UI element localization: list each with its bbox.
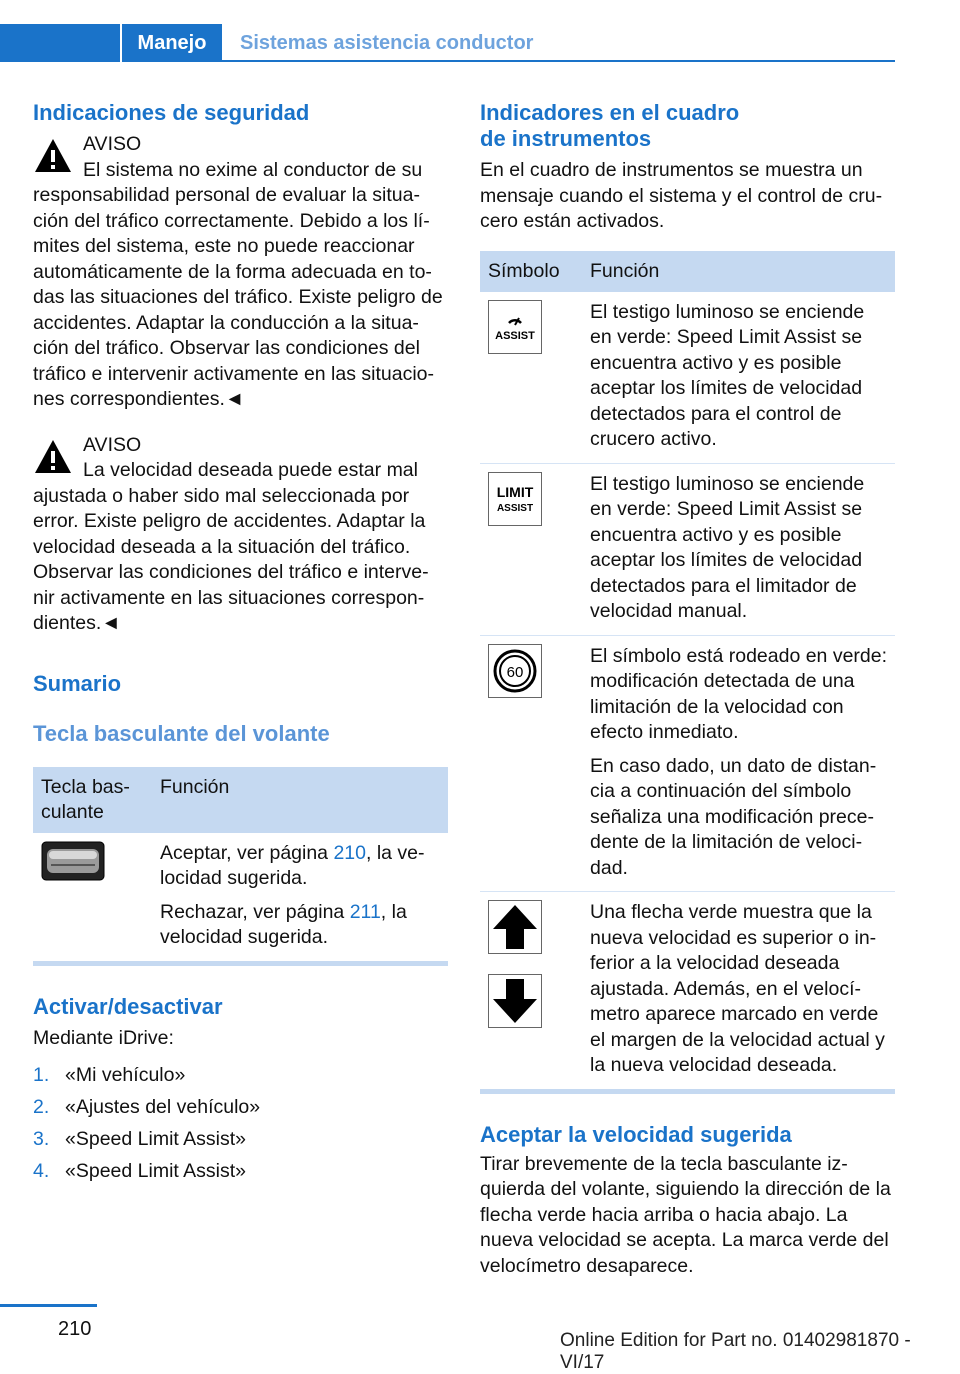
rocker-heading: Tecla basculante del volante [33, 720, 330, 746]
table-row [480, 463, 895, 635]
svg-text:ASSIST: ASSIST [496, 502, 534, 514]
warning-label: AVISO [83, 433, 142, 456]
rocker-switch-table [33, 767, 448, 961]
header-divider [222, 60, 895, 62]
limit-assist-icon [488, 472, 542, 526]
accept-text: Tirar brevemente de la tecla basculante iz-quierda del volante, siguiendo la dirección de la flecha verde hacia arriba o hacia abajo. La nueva velocidad se acepta. La marca verde del velocímetro desaparece. [480, 1152, 891, 1277]
header-accent-bar [0, 24, 120, 62]
warning-text: responsabilidad personal de evaluar la situa-ción del tráfico correctamente. Debido a los lí-mites del sistema, este no puede reaccionar automáticamente de la forma adecuada en to-das las situaciones del tráfico. Existe peligro de accidentes. Adaptar la conducción a la situa-ción del tráfico. Observar las condiciones del tráfico e intervenir activamente en las situacio-nes correspondientes.◄ [33, 184, 443, 410]
indicator-symbol-table [480, 251, 895, 1089]
right-column [480, 100, 895, 1279]
col-header-rocker: Tecla bas-culante [33, 767, 152, 833]
list-item [33, 1091, 448, 1123]
tab-sistemas-asistencia[interactable]: Sistemas asistencia conductor [240, 32, 534, 54]
step-text: «Mi vehículo» [65, 1064, 186, 1086]
warning-block-1 [33, 132, 448, 413]
col-header-symbol: Símbolo [480, 251, 582, 292]
indicators-heading: Indicadores en el cuadro de instrumentos [480, 100, 740, 151]
warning-icon [33, 136, 73, 176]
svg-text:ASSIST: ASSIST [495, 329, 535, 342]
table-row [480, 292, 895, 464]
svg-text:60: 60 [506, 663, 524, 681]
steps-list [33, 1059, 448, 1187]
accept-heading: Aceptar la velocidad sugerida [480, 1121, 792, 1147]
table-row [480, 892, 895, 1089]
step-number: 2. [33, 1096, 50, 1118]
edition-footer: Online Edition for Part no. 01402981870 - VI/17 [560, 1330, 911, 1373]
page-number-rule [0, 1304, 97, 1307]
step-text: «Speed Limit Assist» [65, 1128, 247, 1150]
warning-text-first: La velocidad deseada puede estar mal [83, 459, 418, 481]
symbol-function-text: El testigo luminoso se enciende en verde: Speed Limit Assist se encuentra activo y es posible aceptar los límites de velocidad detectados para el control de crucero activo. [582, 292, 895, 464]
warning-block-2 [33, 433, 448, 637]
list-item [33, 1059, 448, 1091]
table-row [480, 635, 895, 892]
warning-text: ajustada o haber sido mal seleccionada por error. Existe peligro de accidentes. Adaptar la velocidad deseada a la situación del tráfico. Observar las condiciones del tráfico e interve-nir activamente en las situaciones correspon-dientes.◄ [33, 484, 429, 634]
table-end-rule [33, 961, 448, 966]
step-number: 4. [33, 1160, 50, 1182]
arrow-down-icon [488, 974, 542, 1028]
col-header-function: Función [152, 767, 448, 833]
step-text: «Speed Limit Assist» [65, 1160, 247, 1182]
speed-limit-sign-icon [488, 644, 542, 698]
rocker-icon-cell [33, 833, 152, 961]
assist-icon [488, 300, 542, 354]
rocker-function-cell [152, 833, 448, 961]
page-link-211[interactable]: 211 [349, 900, 381, 923]
safety-heading: Indicaciones de seguridad [33, 100, 310, 125]
page-link-210[interactable]: 210 [333, 841, 366, 864]
svg-text:LIMIT: LIMIT [496, 483, 534, 500]
symbol-function-text: El testigo luminoso se enciende en verde: Speed Limit Assist se encuentra activo y es posible aceptar los límites de velocidad detectados para el limitador de velocidad manual. [582, 463, 895, 635]
step-number: 3. [33, 1128, 50, 1150]
warning-icon [33, 437, 73, 477]
indicators-intro: En el cuadro de instrumentos se muestra un mensaje cuando el sistema y el control de cru-cero están activados. [480, 159, 883, 232]
warning-label: AVISO [83, 133, 142, 155]
activate-intro: Mediante iDrive: [33, 1026, 174, 1049]
symbol-function-text: Una flecha verde muestra que la nueva velocidad es superior o in-ferior a la velocidad deseada ajustada. Además, en el velocí-metro aparece marcado en verde el margen de la velocidad actual y la nueva velocidad deseada. [590, 901, 885, 1076]
table-end-rule [480, 1089, 895, 1094]
accept-text-post: , la ve-locidad sugerida. [160, 841, 425, 889]
reject-text-post: , la velocidad sugerida. [160, 900, 407, 948]
left-column [33, 100, 448, 1187]
step-text: «Ajustes del vehículo» [65, 1096, 261, 1118]
warning-text-first: El sistema no exime al conductor de su [83, 158, 423, 181]
reject-text: Rechazar, ver página [160, 900, 350, 923]
symbol-function-text: El símbolo está rodeado en verde: modificación detectada de una limitación de la velocidad con efecto inmediato. [590, 644, 888, 743]
list-item [33, 1123, 448, 1155]
page-number: 210 [58, 1318, 92, 1340]
list-item [33, 1155, 448, 1187]
rocker-switch-icon [41, 841, 105, 881]
arrow-up-icon [488, 900, 542, 954]
summary-heading: Sumario [33, 670, 122, 696]
tab-manejo[interactable]: Manejo [122, 24, 222, 62]
accept-text: Aceptar, ver página [160, 841, 334, 864]
col-header-function: Función [582, 251, 895, 292]
symbol-function-text-2: En caso dado, un dato de distan-cia a continuación del símbolo señaliza una modificación prece-dente de la limitación de veloci-dad. [590, 754, 877, 879]
activate-heading: Activar/desactivar [33, 993, 223, 1019]
step-number: 1. [33, 1064, 50, 1086]
